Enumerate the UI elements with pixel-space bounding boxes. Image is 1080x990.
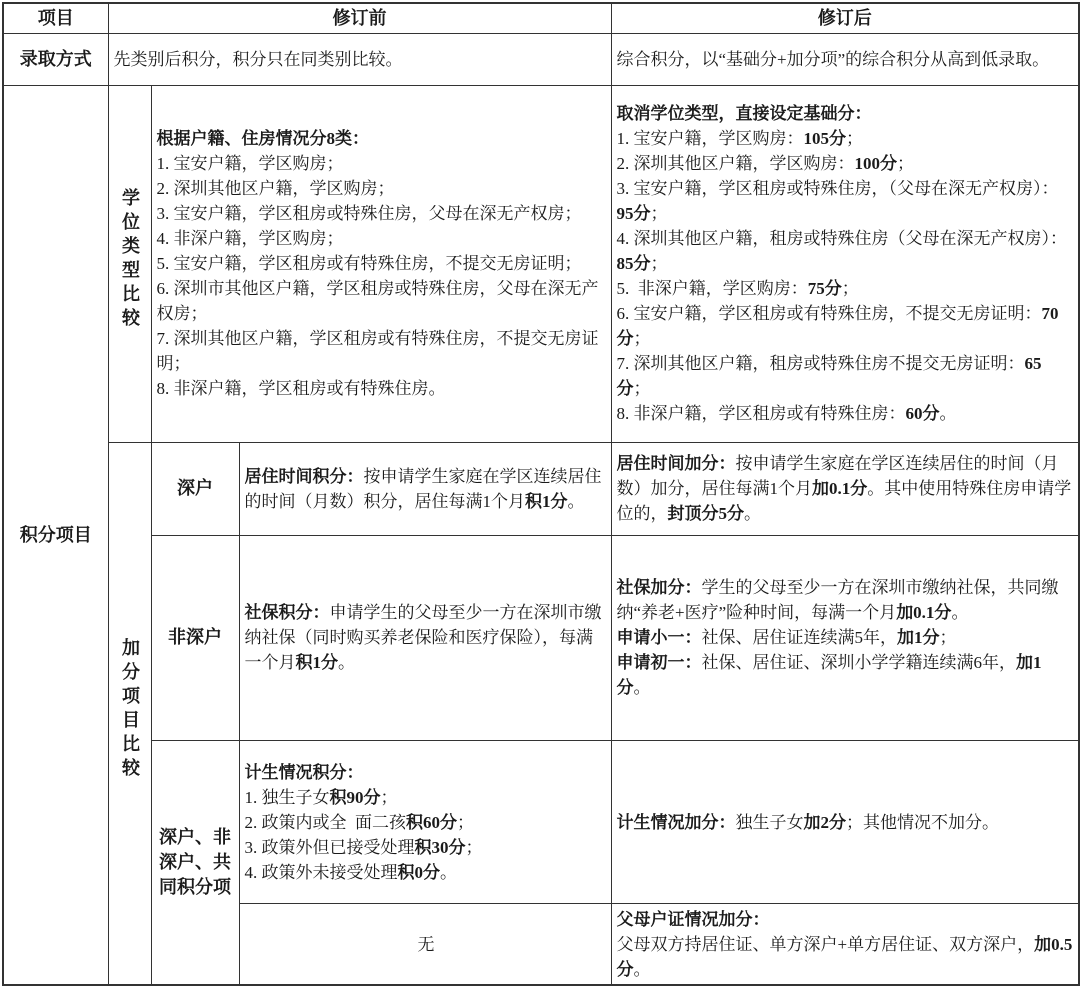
row-label-degree-type — [108, 86, 151, 443]
cell-residence-after: 居住时间加分：按申请学生家庭在学区连续居住的时间（月数）加分，居住每满1个月加0.1分。其中使用特殊住房申请学位的，封顶分5分。 — [611, 442, 1079, 535]
row-label-shenzhen-hukou: 深户 — [151, 442, 239, 535]
row-label-admission: 录取方式 — [3, 33, 108, 85]
bonus-vertical-label: 加分项目比较 — [120, 637, 140, 782]
row-label-common-items: 深户、非深户、共同积分项 — [151, 741, 239, 985]
cell-admission-after: 综合积分，以“基础分+加分项”的综合积分从高到低录取。 — [611, 33, 1079, 85]
row-admission-method — [3, 33, 1079, 85]
header-item: 项目 — [3, 3, 108, 33]
row-label-bonus — [108, 442, 151, 985]
row-degree-type — [3, 86, 1079, 443]
header-row — [3, 3, 1079, 33]
header-after: 修订后 — [611, 3, 1079, 33]
cell-none-before: 无 — [239, 904, 611, 985]
cell-residence-before: 居住时间积分：按申请学生家庭在学区连续居住的时间（月数）积分，居住每满1个月积1分。 — [239, 442, 611, 535]
row-label-scoring: 积分项目 — [3, 86, 108, 985]
row-residence-time — [3, 442, 1079, 535]
cell-social-after: 社保加分：学生的父母至少一方在深圳市缴纳社保，共同缴纳“养老+医疗”险种时间，每满一个月加0.1分。 申请小一：社保、居住证连续满5年，加1分； 申请初一：社保、居住证、深圳小学学籍连续满6年，加1分。 — [611, 535, 1079, 741]
header-before: 修订前 — [108, 3, 611, 33]
cell-family-planning-before: 计生情况积分： 1. 独生子女积90分； 2. 政策内或全 面二孩积60分； 3. 政策外但已接受处理积30分； 4. 政策外未接受处理积0分。 — [239, 741, 611, 904]
cell-hukou-certificate-after: 父母户证情况加分： 父母双方持居住证、单方深户+单方居住证、双方深户，加0.5分。 — [611, 904, 1079, 985]
revision-comparison-table — [2, 2, 1080, 986]
cell-social-before: 社保积分：申请学生的父母至少一方在深圳市缴纳社保（同时购买养老保险和医疗保险），每满一个月积1分。 — [239, 535, 611, 741]
cell-admission-before: 先类别后积分，积分只在同类别比较。 — [108, 33, 611, 85]
cell-degree-before: 根据户籍、住房情况分8类： 1. 宝安户籍，学区购房； 2. 深圳其他区户籍，学区购房； 3. 宝安户籍，学区租房或特殊住房，父母在深无产权房； 4. 非深户籍，学区购房； 5. 宝安户籍，学区租房或有特殊住房，不提交无房证明； 6. 深圳市其他区户籍，学区租房或特殊住房，父母在深无产权房； 7. 深圳其他区户籍，学区租房或有特殊住房，不提交无房证明； 8. 非深户籍，学区租房或有特殊住房。 — [151, 86, 611, 443]
row-social-insurance — [3, 535, 1079, 741]
cell-degree-after: 取消学位类型，直接设定基础分： 1. 宝安户籍，学区购房：105分； 2. 深圳其他区户籍，学区购房：100分； 3. 宝安户籍，学区租房或特殊住房，（父母在深无产权房）：95分； 4. 深圳其他区户籍，租房或特殊住房（父母在深无产权房）：85分； 5. 非深户籍，学区购房：75分； 6. 宝安户籍，学区租房或有特殊住房，不提交无房证明：70分； 7. 深圳其他区户籍，租房或特殊住房不提交无房证明：65分； 8. 非深户籍，学区租房或有特殊住房：60分。 — [611, 86, 1079, 443]
cell-family-planning-after: 计生情况加分：独生子女加2分；其他情况不加分。 — [611, 741, 1079, 904]
degree-type-vertical-label: 学位类型比较 — [120, 188, 140, 333]
row-family-planning — [3, 741, 1079, 904]
row-label-non-shenzhen-hukou: 非深户 — [151, 535, 239, 741]
